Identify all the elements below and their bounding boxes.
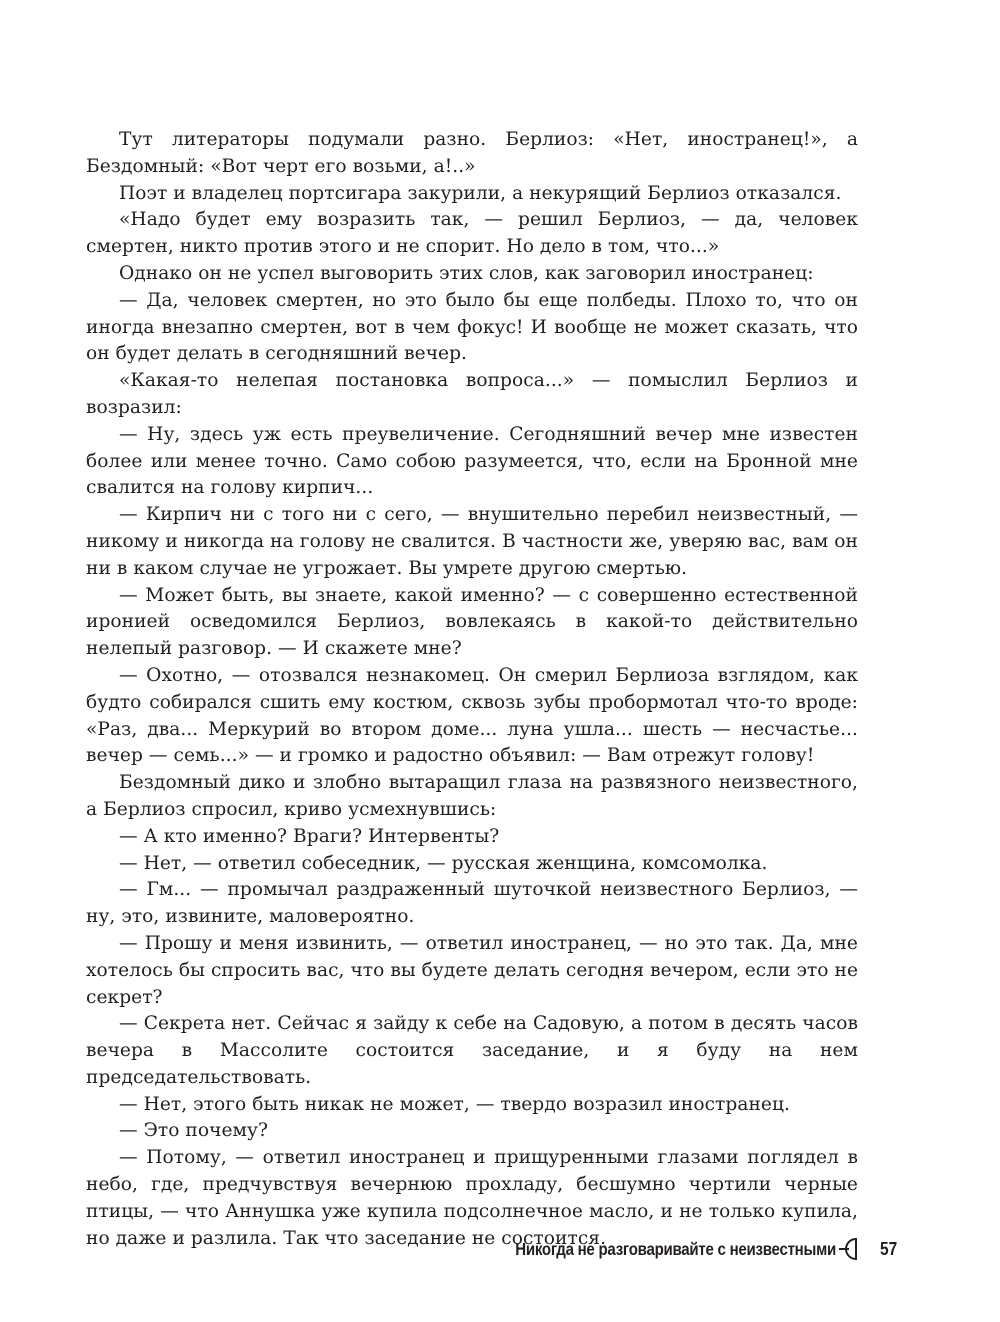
paragraph: — Нет, — ответил собеседник, — русская женщина, комсомолка. xyxy=(119,852,768,874)
paragraph: — Кирпич ни с того ни с сего, — внушительно перебил неизвестный, — никому и никогда на голову не свалится. В частности же, уверяю вас, вам он ни в каком случае не угрожает. Вы умрете другою смертью. xyxy=(86,504,858,579)
paragraph: Тут литераторы подумали разно. Берлиоз: «Нет, иностранец!», а Бездомный: «Вот черт его возьми, а!..» xyxy=(86,129,858,177)
paragraph: — Это почему? xyxy=(119,1120,269,1142)
paragraph: — Гм... — промычал раздраженный шуточкой неизвестного Берлиоз, — ну, это, извините, маловероятно. xyxy=(86,879,858,928)
paragraph: — Секрета нет. Сейчас я зайду к себе на Садовую, а потом в десять часов вечера в Массолите состоится заседание, и я буду на нем председательствовать. xyxy=(86,1013,858,1088)
paragraph: — Охотно, — отозвался незнакомец. Он смерил Берлиоза взглядом, как будто собирался сшить ему костюм, сквозь зубы пробормотал что-то вроде: «Раз, два... Меркурий во втором доме... луна ушла... шесть — несчастье... вечер — семь...» — и громко и радостно объявил: — Вам отрежут голову! xyxy=(86,664,858,767)
body-text xyxy=(86,127,858,1252)
paragraph: «Надо будет ему возразить так, — решил Берлиоз, — да, человек смертен, никто против этого и не спорит. Но дело в том, что...» xyxy=(86,209,858,258)
running-title: Никогда не разговаривайте с неизвестными xyxy=(515,1238,836,1259)
paragraph: Поэт и владелец портсигара закурили, а некурящий Берлиоз отказался. xyxy=(119,182,842,204)
page-footer xyxy=(463,1236,900,1262)
paragraph: «Какая-то нелепая постановка вопроса...» — помыслил Берлиоз и возразил: xyxy=(86,370,858,418)
paragraph: — Да, человек смертен, но это было бы еще полбеды. Плохо то, что он иногда внезапно смертен, вот в чем фокус! И вообще не может сказать, что он будет делать в сегодняшний вечер. xyxy=(86,289,858,365)
paragraph: — Прошу и меня извинить, — ответил иностранец, — но это так. Да, мне хотелось бы спросить вас, что вы будете делать сегодня вечером, если это не секрет? xyxy=(86,932,858,1008)
page-number: 57 xyxy=(879,1238,898,1259)
paragraph: — Может быть, вы знаете, какой именно? — с совершенно естественной иронией осведомился Берлиоз, вовлекаясь в какой-то действительно нелепый разговор. — И скажете мне? xyxy=(86,584,858,660)
paragraph: Однако он не успел выговорить этих слов, как заговорил иностранец: xyxy=(119,262,814,284)
line-semicircle-ornament-icon xyxy=(838,1236,864,1262)
paragraph: Бездомный дико и злобно вытаращил глаза на развязного неизвестного, а Берлиоз спросил, криво усмехнувшись: xyxy=(86,772,858,820)
paragraph: — Нет, этого быть никак не может, — твердо возразил иностранец. xyxy=(119,1093,790,1115)
paragraph: — Потому, — ответил иностранец и прищуренными глазами поглядел в небо, где, предчувствуя вечернюю прохладу, бесшумно чертили черные птицы, — что Аннушка уже купила подсолнечное масло, и не только купила, но даже и разлила. Так что заседание не состоится. xyxy=(86,1147,858,1249)
paragraph: — А кто именно? Враги? Интервенты? xyxy=(119,825,500,847)
paragraph: — Ну, здесь уж есть преувеличение. Сегодняшний вечер мне известен более или менее точно. Само собою разумеется, что, если на Бронной мне свалится на голову кирпич... xyxy=(86,423,858,499)
